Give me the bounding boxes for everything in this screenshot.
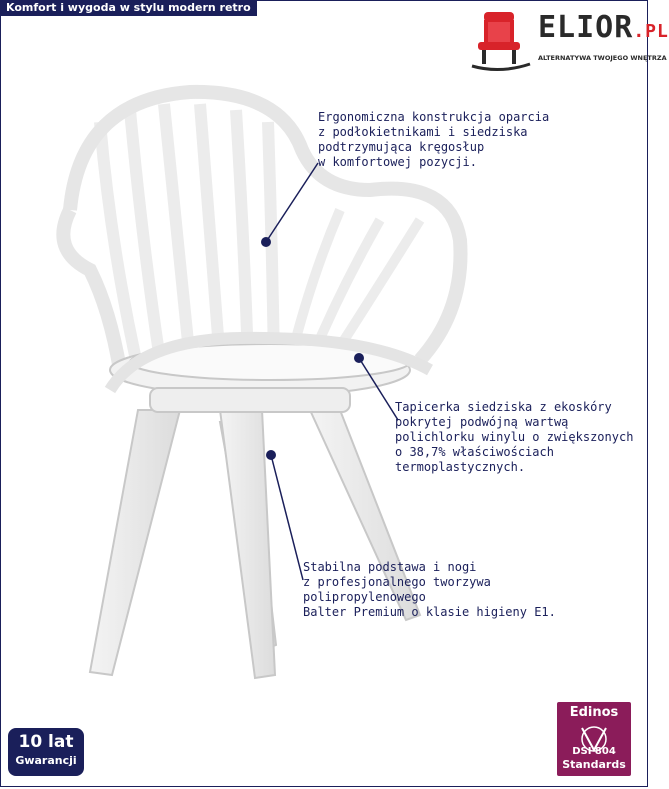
edinos-title: Edinos <box>569 705 619 720</box>
brand-name: ELIOR.PL <box>538 10 669 45</box>
note-base-legs: Stabilna podstawa i nogi z profesjonalnego tworzywa polipropylenowego Balter Premium o klasie higieny E1. <box>303 560 556 619</box>
edinos-badge <box>557 702 631 776</box>
note-upholstery: Tapicerka siedziska z ekoskóry pokrytej podwójną wartwą polichlorku winylu o zwiększonych o 38,7% właściwościach termoplastycznych. <box>395 400 634 474</box>
brand-tagline: ALTERNATYWA TWOJEGO WNĘTRZA <box>538 54 667 62</box>
note-backrest: Ergonomiczna konstrukcja oparcia z podłokietnikami i siedziska podtrzymująca kręgosłup w komfortowej pozycji. <box>318 110 550 169</box>
guarantee-years: 10 lat <box>18 732 74 752</box>
callout-dot-backrest <box>261 237 271 247</box>
guarantee-label: Gwarancji <box>15 754 77 767</box>
callout-dot-legs <box>266 450 276 460</box>
dsi-emblem-icon <box>574 724 614 754</box>
rocking-chair-icon <box>470 8 534 74</box>
guarantee-badge <box>8 728 84 776</box>
callout-dot-seat <box>354 353 364 363</box>
elior-logo[interactable] <box>470 6 669 78</box>
edinos-standards: Standards <box>562 758 626 771</box>
top-banner: Komfort i wygoda w stylu modern retro <box>0 0 257 16</box>
edinos-code: DSI 804 <box>572 746 616 757</box>
